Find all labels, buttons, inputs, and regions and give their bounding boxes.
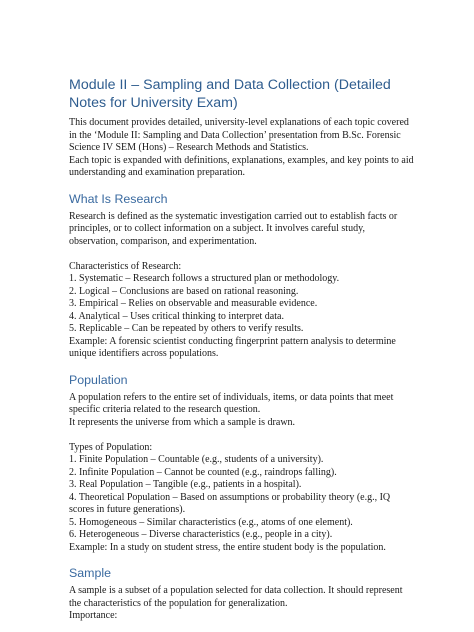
intro-paragraph <box>69 117 414 180</box>
list-title: Characteristics of Research: <box>69 260 182 272</box>
list-item: 4. Theoretical Population – Based on assumptions or probability theory (e.g., IQ scores in future generations). <box>69 491 391 515</box>
list-title: Importance: <box>69 610 118 621</box>
definition-line: A sample is a subset of a population selected for data collection. It should represent the characteristics of the population for generalization. <box>69 585 403 609</box>
example-text: Example: A forensic scientist conducting fingerprint pattern analysis to determine unique identifiers across populations. <box>69 335 396 359</box>
example-text: Example: In a study on student stress, the entire student body is the population. <box>69 541 386 553</box>
list-item: 1. Finite Population – Countable (e.g., students of a university). <box>69 454 324 465</box>
intro-line: Each topic is expanded with definitions, explanations, examples, and key points to aid understanding and examination preparation. <box>69 154 414 178</box>
research-characteristics <box>69 261 414 361</box>
document-title: Module II – Sampling and Data Collection (Detailed Notes for University Exam) <box>69 77 391 111</box>
blank-line <box>69 248 414 261</box>
section-heading-population: Population <box>69 372 128 387</box>
list-item: 6. Heterogeneous – Diverse characteristics (e.g., people in a city). <box>69 529 333 540</box>
blank-line <box>69 429 414 442</box>
list-item: 5. Replicable – Can be repeated by others to verify results. <box>69 323 304 334</box>
list-title: Types of Population: <box>69 441 153 453</box>
list-item: 4. Analytical – Uses critical thinking to interpret data. <box>69 310 284 322</box>
intro-line: This document provides detailed, university-level explanations of each topic covered in the ‘Module II: Sampling and Data Collection’ presentation from B.Sc. Forensic Science IV SEM (Hons) – Research Methods and Statistics. <box>69 117 409 153</box>
section-heading-research: What Is Research <box>69 191 168 206</box>
list-item: 3. Real Population – Tangible (e.g., patients in a hospital). <box>69 479 302 490</box>
definition-line: It represents the universe from which a sample is drawn. <box>69 416 296 428</box>
population-types <box>69 442 414 555</box>
population-definition <box>69 392 414 430</box>
section-heading-sample: Sample <box>69 566 112 580</box>
sample-definition <box>69 585 414 623</box>
list-item: 2. Logical – Conclusions are based on rational reasoning. <box>69 285 299 297</box>
definition-line: A population refers to the entire set of individuals, items, or data points that meet specific criteria related to the research question. <box>69 391 394 415</box>
list-item: 3. Empirical – Relies on observable and measurable evidence. <box>69 298 318 309</box>
list-item: 5. Homogeneous – Similar characteristics (e.g., atoms of one element). <box>69 516 353 528</box>
research-definition: Research is defined as the systematic investigation carried out to establish facts or principles, or to collect information on a subject. It involves careful study, observation, comparison, and experimentation. <box>69 210 398 247</box>
list-item: 1. Systematic – Research follows a structured plan or methodology. <box>69 273 340 284</box>
list-item: 2. Infinite Population – Cannot be counted (e.g., raindrops falling). <box>69 466 337 478</box>
